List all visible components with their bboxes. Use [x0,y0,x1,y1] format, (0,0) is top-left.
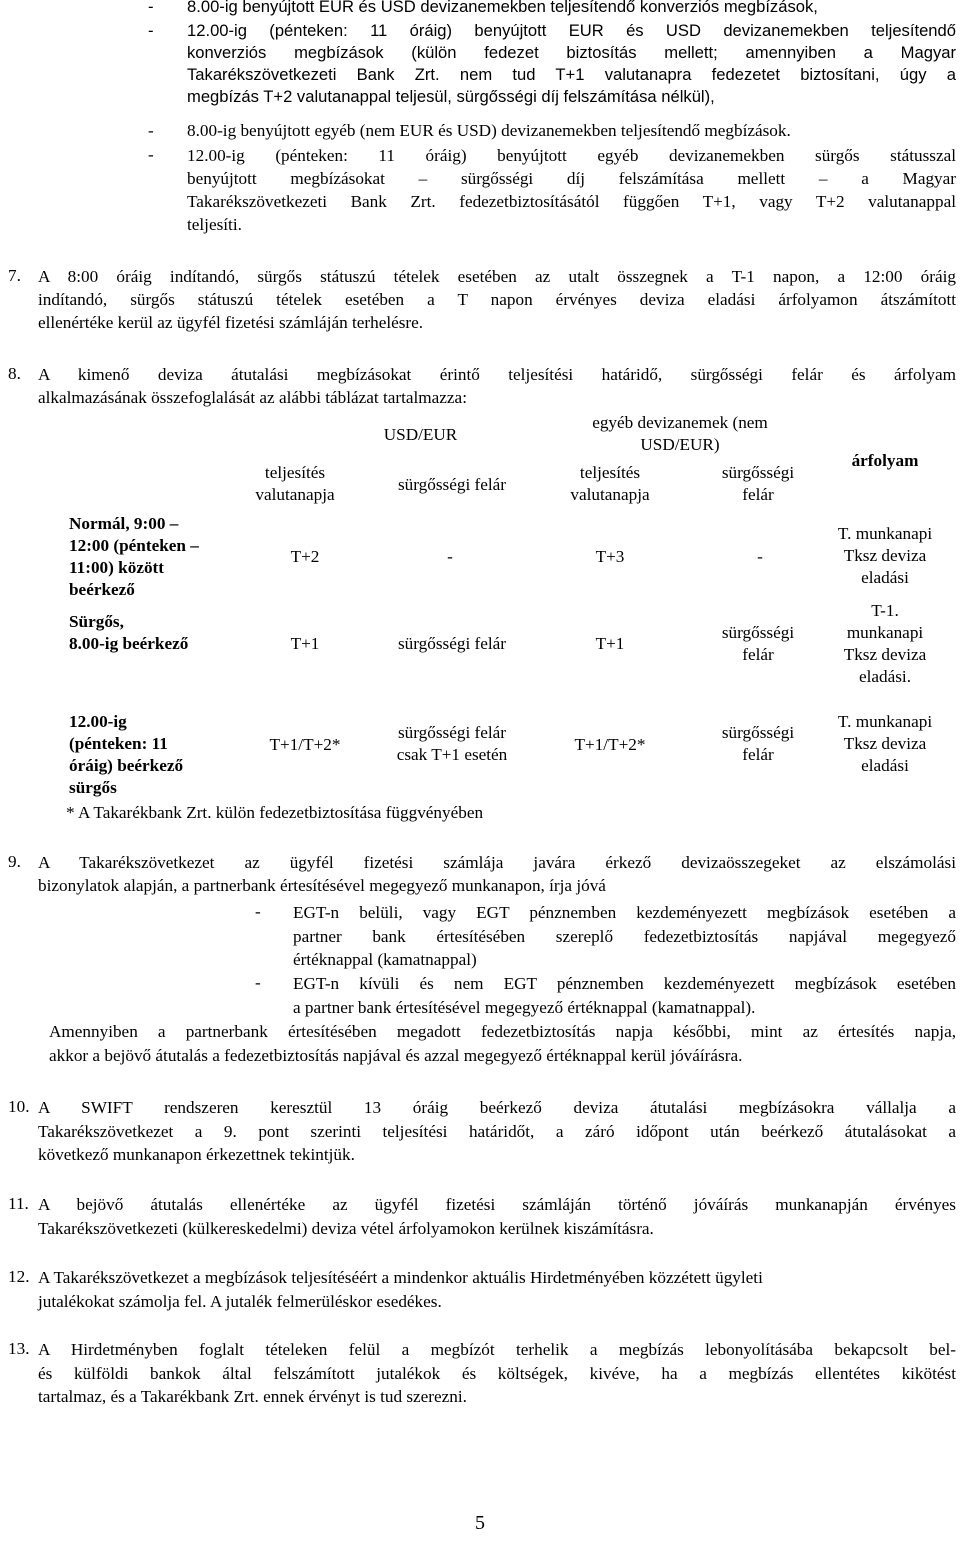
text-line: értéknappal (kamatnappal) [293,950,477,969]
text-line: 11:00) között [69,558,164,577]
text-line: sürgős [69,778,117,797]
text-line: tartalmaz, és a Takarékbank Zrt. ennek érvényt is tud szerezni. [38,1387,467,1406]
text-line: 8.00-ig beérkező [69,634,189,653]
text-line: eladási [861,568,909,587]
text-line: benyújtott megbízásokat – sürgősségi díj felszámítása mellett – a Magyar [187,169,956,188]
text-line: sürgősségi [721,623,795,642]
text-line: konverziós megbízások (külön fedezet biztosítás mellett; amennyiben a Magyar [187,43,956,62]
text-line: A 8:00 óráig indítandó, sürgős státuszú tételek esetében az utalt összegnek a T-1 napon, a 12:00 óráig [38,267,956,286]
text-line: felár [742,745,774,764]
text-line: sürgősségi felár [397,723,507,742]
text-line: ellenértéke kerül az ügyfél fizetési számláján terhelésre. [38,313,424,332]
list-dash: - [148,121,154,140]
list-dash: - [255,902,261,921]
text-line: T. munkanapi [837,712,933,731]
text-line: sürgősségi [721,723,795,742]
text-line: Normál, 9:00 – [69,514,179,533]
text-line: A Takarékszövetkezet a megbízások teljesítéséért a mindenkor aktuális Hirdetményében közzétett ügyleti [38,1268,763,1287]
text-line: eladási [861,756,909,775]
table-cell: T+2 [290,547,320,566]
text-line: 12:00 (pénteken – [69,536,199,555]
text-line: teljesíti. [187,215,242,234]
text-line: teljesítés [579,463,641,482]
table-cell: T+1/T+2* [269,735,341,754]
text-line: indítandó, sürgős státuszú tételek esetében a T napon érvényes deviza eladási árfolyamon átszámított [38,290,956,309]
table-row-label [69,611,259,655]
text-line: és külföldi bankok által felszámított jutalékok és költségek, kivéve, ha a megbízás ellentétes kikötést [38,1363,956,1383]
table-header-other [560,412,800,456]
text-line: A Takarékszövetkezet az ügyfél fizetési számlája javára érkező devizaösszegeket az elszámolási [38,853,956,872]
table-footnote: * A Takarékbank Zrt. külön fedezetbiztosítása függvényében [66,803,484,822]
list-dash: - [148,21,154,40]
text-line: T-1. [871,601,899,620]
text-line: megbízás T+2 valutanappal teljesül, sürgősségi díj felszámítása nélkül), [187,87,715,106]
table-subheader-felar-other [703,462,813,506]
text-line: csak T+1 esetén [396,745,508,764]
list-item [148,20,956,108]
text-line: (pénteken: 11 [69,734,168,753]
text-line: EGT-n kívüli és nem EGT pénznemben kezdeményezett megbízások esetében [293,974,956,993]
text-line: A SWIFT rendszeren keresztül 13 óráig beérkező deviza átutalási megbízásokra vállalja a [38,1098,956,1117]
text-line: valutanapja [570,485,650,504]
list-item [148,120,956,142]
list-dash: - [148,0,154,16]
table-cell-rate [815,711,955,777]
paragraph-8 [8,363,956,409]
table-cell: - [757,547,763,566]
table-cell: - [447,547,453,566]
paragraph-number: 12. [8,1267,30,1286]
list-item-text: 8.00-ig benyújtott egyéb (nem EUR és USD) devizanemekben teljesítendő megbízások. [187,121,791,140]
table-header-rate: árfolyam [851,451,919,470]
list-item [148,0,956,18]
paragraph-number: 11. [8,1194,29,1213]
text-line: Tksz deviza [843,734,927,753]
text-line: Takarékszövetkezeti Bank Zrt. fedezetbiztosításától függően T+1, vagy T+2 valutanappal [187,192,956,211]
text-line: felár [742,485,774,504]
table-subheader-felar: sürgősségi felár [397,475,507,494]
paragraph-9-continuation [49,1020,956,1067]
text-line: partner bank értesítésében szereplő fedezetbiztosítás napjával megegyező [293,926,956,946]
text-line: jutalékokat számolja fel. A jutalék felmerüléskor esedékes. [38,1291,442,1311]
table-cell: T+3 [595,547,625,566]
text-line: USD/EUR) [640,435,720,454]
paragraph-number: 9. [8,852,21,871]
paragraph-number: 8. [8,364,21,383]
text-line: egyéb devizanemek (nem [592,413,768,432]
paragraph-number: 7. [8,266,21,285]
page-number: 5 [475,1512,485,1534]
table-row-label [69,513,249,601]
list-item-text: 8.00-ig benyújtott EUR és USD devizanemekben teljesítendő konverziós megbízások, [187,0,818,16]
table-cell: T+1 [290,634,320,653]
text-line: következő munkanapon érkezettnek tekintjük. [38,1145,355,1164]
text-line: 12.00-ig (pénteken: 11 óráig) benyújtott EUR és USD devizanemekben teljesítendő [187,21,956,40]
text-line: A kimenő deviza átutalási megbízásokat érintő teljesítési határidő, sürgősségi felár és árfolyam [38,365,956,384]
table-header-usd: USD/EUR [383,425,458,444]
text-line: Amennyiben a partnerbank értesítésében megadott fedezetbiztosítás napja későbbi, mint az értesítés napja, [49,1022,956,1041]
paragraph-9 [8,851,956,897]
table-cell [703,622,813,666]
text-line: T. munkanapi [837,524,933,543]
list-dash: - [148,145,154,164]
text-line: EGT-n belüli, vagy EGT pénznemben kezdeményezett megbízások esetében a [293,903,956,922]
text-line: 12.00-ig [69,712,127,731]
text-line: Takarékszövetkezeti Bank Zrt. nem tud T+1 valutanapra fedezetet biztosítani, úgy a [187,65,956,84]
paragraph-12 [8,1266,956,1313]
text-line: A Hirdetményben foglalt tételeken felül a megbízót terhelik a megbízás lebonyolításába bekapcsolt bel- [38,1340,956,1359]
text-line: 12.00-ig (pénteken: 11 óráig) benyújtott egyéb devizanemekben sürgős státusszal [187,146,956,165]
table-cell-rate [815,523,955,589]
list-item [255,972,956,1019]
text-line: sürgősségi [721,463,795,482]
text-line: a partner bank értesítésével megegyező értéknappal (kamatnappal). [293,997,756,1017]
text-line: Takarékszövetkezet a 9. pont szerinti teljesítési határidőt, a záró időpont után beérkező átutalásokat a [38,1121,956,1141]
text-line: Sürgős, [69,612,124,631]
text-line: akkor a bejövő átutalás a fedezetbiztosítás napjával és azzal megegyező értéknappal kerül jóváírásra. [49,1045,743,1065]
text-line: eladási. [858,667,912,686]
list-item [255,901,956,972]
paragraph-number: 10. [8,1097,30,1116]
text-line: Takarékszövetkezeti (külkereskedelmi) deviza vétel árfolyamokon kerülnek kiszámításra. [38,1218,654,1238]
table-cell: sürgősségi felár [397,634,507,653]
text-line: beérkező [69,580,135,599]
table-cell [382,722,522,766]
paragraph-number: 13. [8,1339,30,1358]
list-dash: - [255,973,261,992]
table-row-label [69,711,249,799]
text-line: óráig) beérkező [69,756,184,775]
text-line: felár [742,645,774,664]
table-subheader-teljesites-other [555,462,665,506]
text-line: bizonylatok alapján, a partnerbank értesítésével megegyező munkanapon, írja jóvá [38,876,606,895]
table-cell: T+1/T+2* [574,735,646,754]
text-line: alkalmazásának összefoglalását az alábbi táblázat tartalmazza: [38,388,467,407]
table-cell-rate [815,600,955,688]
table-cell: T+1 [595,634,625,653]
paragraph-7 [8,265,956,334]
table-cell [703,722,813,766]
text-line: munkanapi [846,623,924,642]
paragraph-10 [8,1096,956,1167]
paragraph-11 [8,1193,956,1240]
paragraph-13 [8,1338,956,1409]
text-line: valutanapja [255,485,335,504]
text-line: teljesítés [264,463,326,482]
text-line: Tksz deviza [843,645,927,664]
text-line: Tksz deviza [843,546,927,565]
list-item [148,144,956,236]
table-subheader-teljesites [245,462,345,506]
text-line: A bejövő átutalás ellenértéke az ügyfél fizetési számláján történő jóváírás munkanapján érvényes [38,1195,956,1214]
